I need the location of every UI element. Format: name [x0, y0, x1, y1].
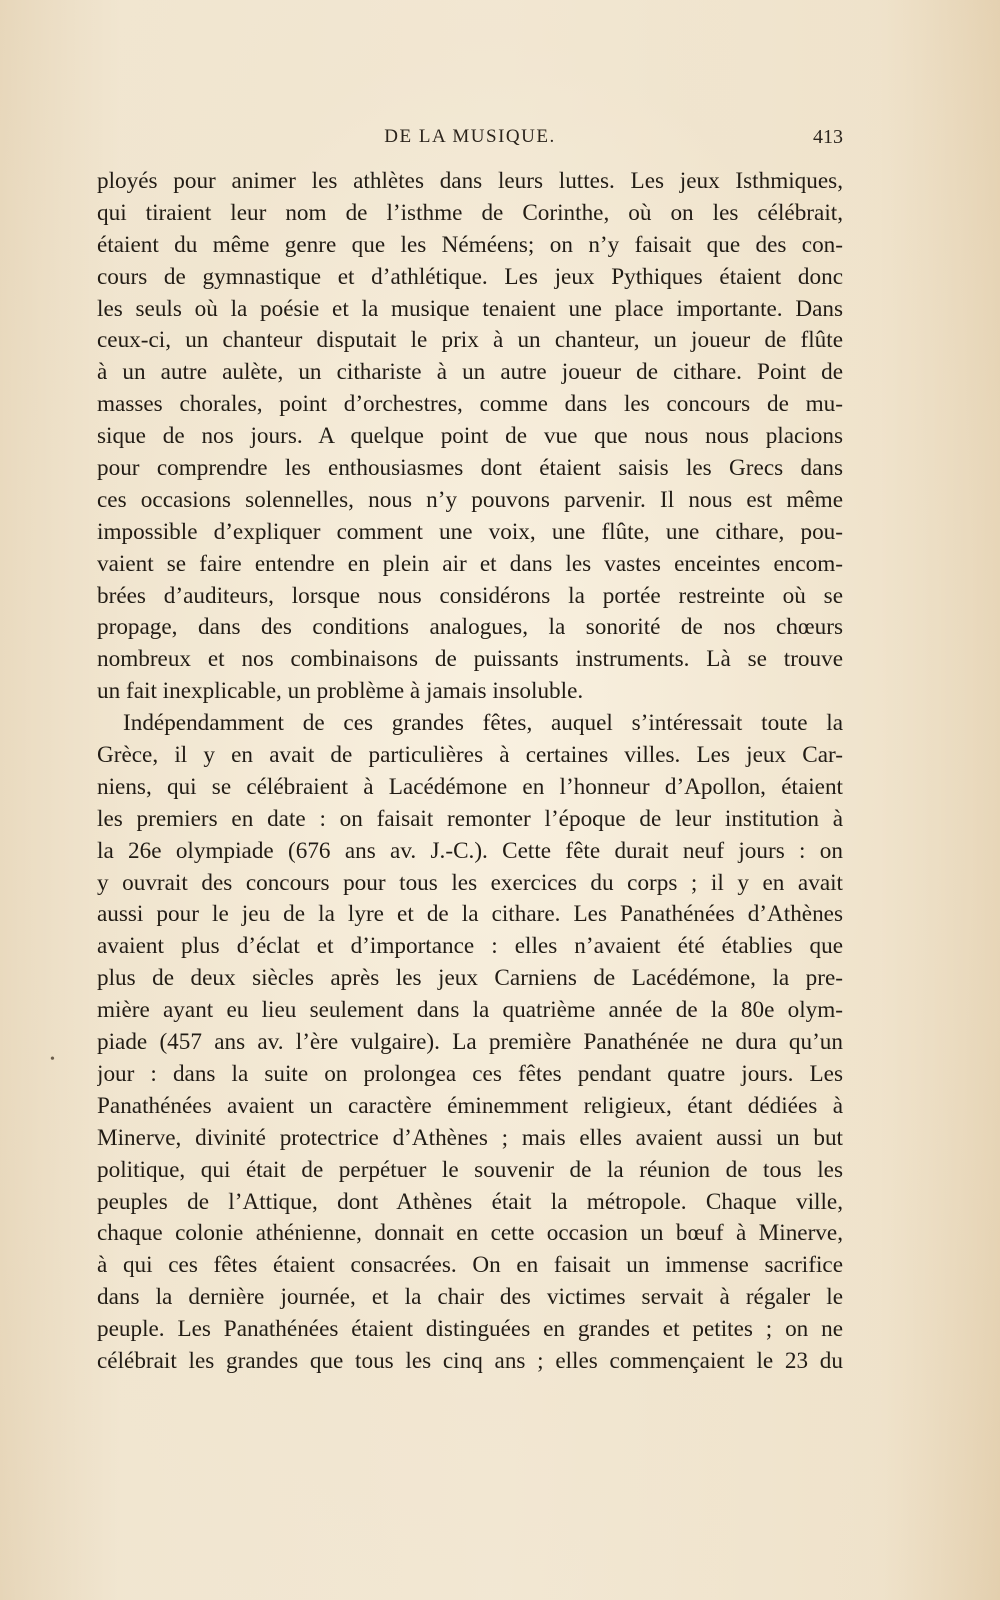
text-line: mière ayant eu lieu seulement dans la quatrième année de la 80e olym- — [97, 997, 843, 1024]
text-line: jour : dans la suite on prolongea ces fêtes pendant quatre jours. Les — [97, 1060, 843, 1087]
text-line: masses chorales, point d’orchestres, comme dans les concours de mu- — [97, 391, 843, 418]
text-line: à un autre aulète, un cithariste à un autre joueur de cithare. Point de — [97, 359, 843, 386]
text-line: célébrait les grandes que tous les cinq ans ; elles commençaient le 23 du — [97, 1347, 843, 1374]
text-line: impossible d’expliquer comment une voix, une flûte, une cithare, pou- — [97, 518, 843, 545]
paragraph — [97, 708, 843, 1378]
text-line: chaque colonie athénienne, donnait en cette occasion un bœuf à Minerve, — [97, 1220, 843, 1247]
text-line: brées d’auditeurs, lorsque nous considérons la portée restreinte où se — [97, 582, 843, 609]
text-line: étaient du même genre que les Néméens; on n’y faisait que des con- — [97, 231, 843, 258]
text-line: avaient plus d’éclat et d’importance : elles n’avaient été établies que — [97, 933, 843, 960]
text-line: Indépendamment de ces grandes fêtes, auquel s’intéressait toute la — [123, 710, 843, 737]
text-line: peuples de l’Attique, dont Athènes était la métropole. Chaque ville, — [97, 1188, 843, 1215]
page-number: 413 — [813, 126, 843, 148]
page-header — [97, 126, 843, 154]
text-line: piade (457 ans av. l’ère vulgaire). La première Panathénée ne dura qu’un — [97, 1029, 843, 1056]
text-line: Minerve, divinité protectrice d’Athènes ; mais elles avaient aussi un but — [97, 1124, 843, 1151]
body-text — [97, 166, 843, 1378]
text-line: aussi pour le jeu de la lyre et de la cithare. Les Panathénées d’Athènes — [97, 901, 843, 928]
text-line: dans la dernière journée, et la chair des victimes servait à régaler le — [97, 1284, 843, 1311]
paragraph — [97, 166, 843, 708]
running-title: DE LA MUSIQUE. — [384, 126, 556, 147]
text-line: propage, dans des conditions analogues, la sonorité de nos chœurs — [97, 614, 843, 641]
text-line: Panathénées avaient un caractère éminemment religieux, étant dédiées à — [97, 1092, 843, 1119]
text-line: les premiers en date : on faisait remonter l’époque de leur institution à — [97, 805, 843, 832]
text-line: pour comprendre les enthousiasmes dont étaient saisis les Grecs dans — [97, 455, 843, 482]
text-line: plus de deux siècles après les jeux Carniens de Lacédémone, la pre- — [97, 965, 843, 992]
text-line: nombreux et nos combinaisons de puissants instruments. Là se trouve — [97, 646, 843, 673]
text-line: ployés pour animer les athlètes dans leurs luttes. Les jeux Isthmiques, — [97, 168, 843, 194]
text-line: ces occasions solennelles, nous n’y pouvons parvenir. Il nous est même — [97, 486, 843, 513]
text-line: peuple. Les Panathénées étaient distinguées en grandes et petites ; on ne — [97, 1316, 843, 1343]
text-line: un fait inexplicable, un problème à jamais insoluble. — [97, 678, 584, 705]
text-line: politique, qui était de perpétuer le souvenir de la réunion de tous les — [97, 1156, 843, 1183]
text-line: cours de gymnastique et d’athlétique. Les jeux Pythiques étaient donc — [97, 263, 843, 290]
text-line: la 26e olympiade (676 ans av. J.-C.). Cette fête durait neuf jours : on — [97, 837, 843, 864]
text-line: vaient se faire entendre en plein air et dans les vastes enceintes encom- — [97, 550, 843, 577]
text-line: niens, qui se célébraient à Lacédémone en l’honneur d’Apollon, étaient — [97, 773, 843, 800]
text-line: Grèce, il y en avait de particulières à certaines villes. Les jeux Car- — [97, 742, 843, 769]
text-line: y ouvrait des concours pour tous les exercices du corps ; il y en avait — [97, 869, 843, 896]
text-line: qui tiraient leur nom de l’isthme de Corinthe, où on les célébrait, — [97, 199, 843, 226]
text-line: sique de nos jours. A quelque point de vue que nous nous placions — [97, 423, 843, 450]
text-line: ceux-ci, un chanteur disputait le prix à un chanteur, un joueur de flûte — [97, 327, 843, 354]
text-line: à qui ces fêtes étaient consacrées. On en faisait un immense sacrifice — [97, 1252, 843, 1279]
margin-mark: • — [50, 1052, 55, 1067]
text-line: les seuls où la poésie et la musique tenaient une place importante. Dans — [97, 295, 843, 322]
